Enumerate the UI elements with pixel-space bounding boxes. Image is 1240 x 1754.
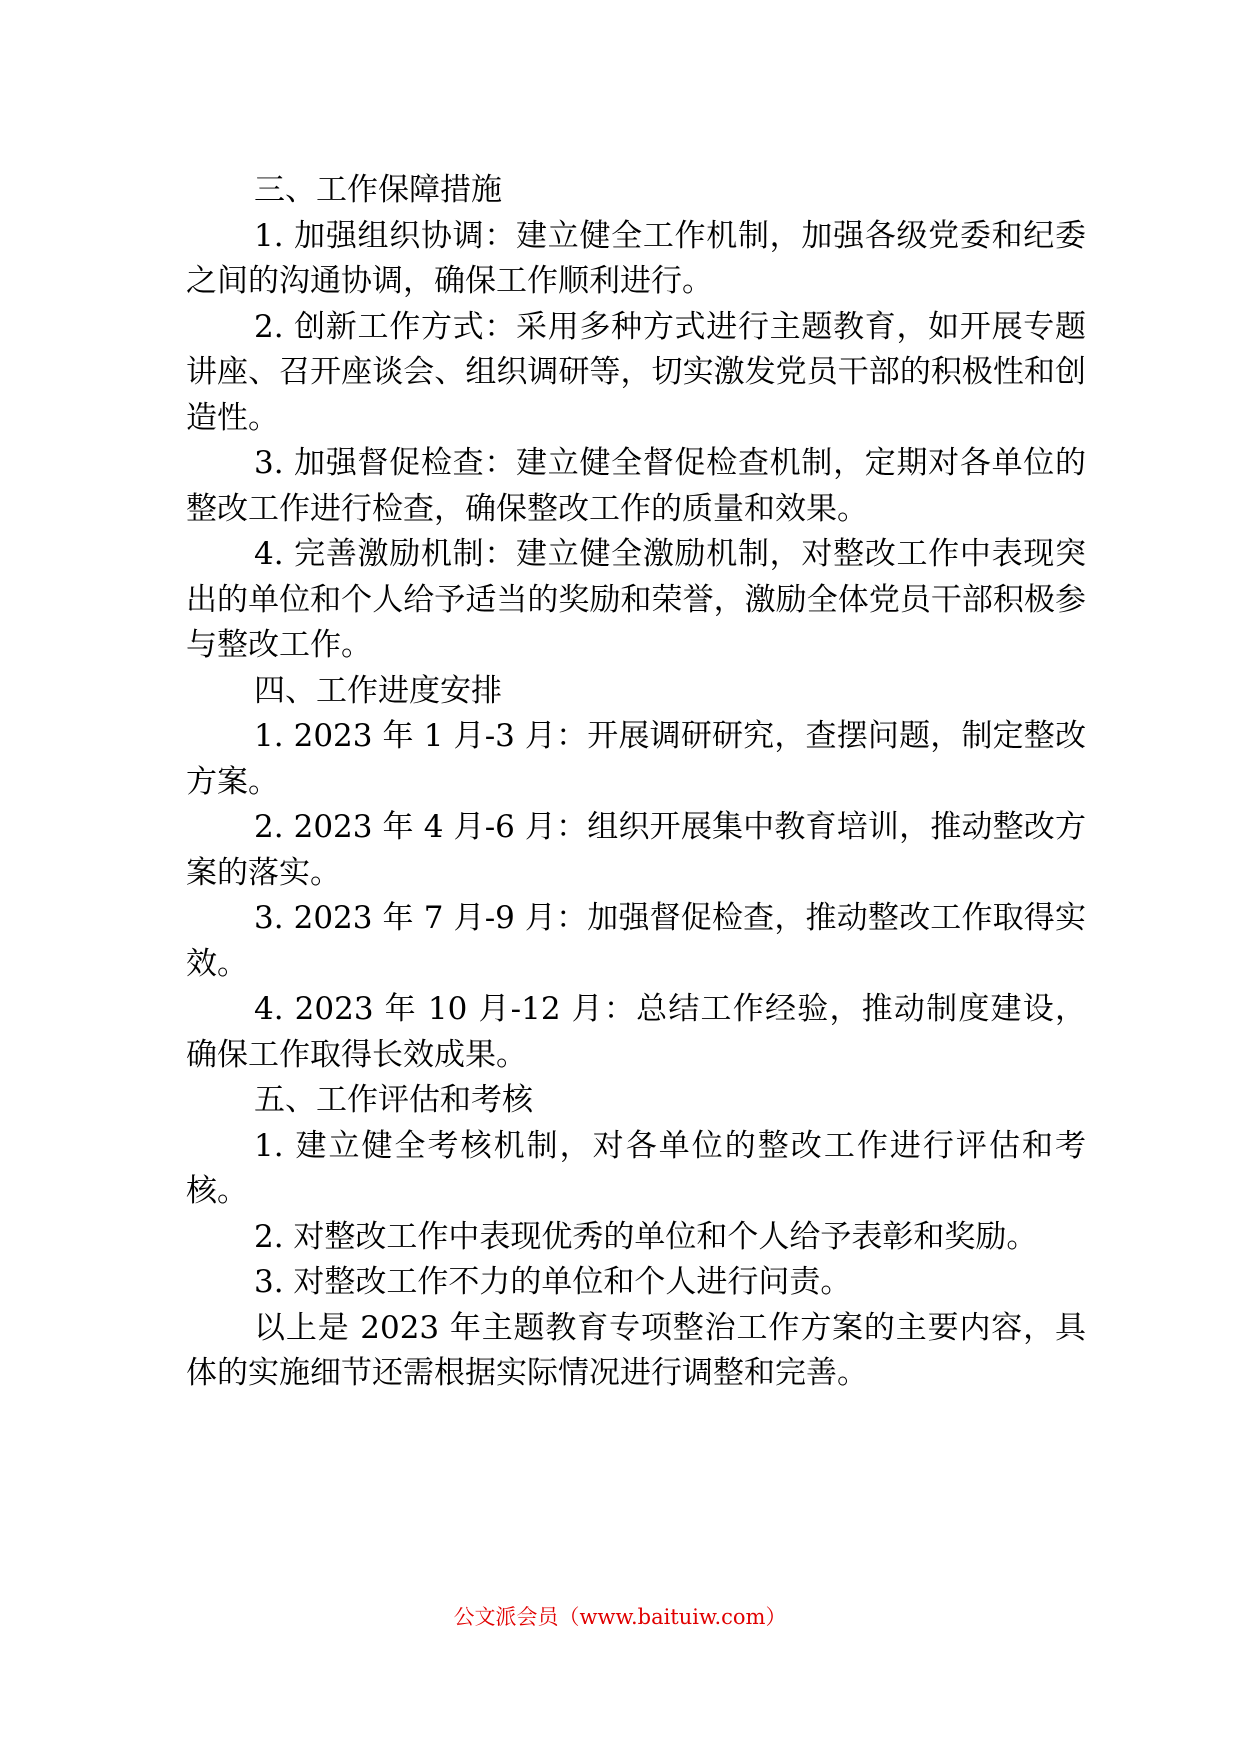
footer-text: 公文派会员（www.baituiw.com） <box>453 1605 787 1629</box>
section-heading-4: 四、工作进度安排 <box>254 672 502 709</box>
paragraph-5-2: 2. 对整改工作中表现优秀的单位和个人给予表彰和奖励。 <box>254 1218 1038 1255</box>
closing-paragraph: 以上是 2023 年主题教育专项整治工作方案的主要内容，具体的实施细节还需根据实际情况进行调整和完善。 <box>186 1309 1086 1391</box>
paragraph-3-2: 2. 创新工作方式：采用多种方式进行主题教育，如开展专题讲座、召开座谈会、组织调研等，切实激发党员干部的积极性和创造性。 <box>186 308 1086 436</box>
footer-watermark[interactable] <box>0 1602 1240 1632</box>
paragraph-5-3: 3. 对整改工作不力的单位和个人进行问责。 <box>254 1264 852 1300</box>
paragraph-3-3: 3. 加强督促检查：建立健全督促检查机制，定期对各单位的整改工作进行检查，确保整改工作的质量和效果。 <box>186 445 1086 527</box>
paragraph-4-4: 4. 2023 年 10 月-12 月：总结工作经验，推动制度建设，确保工作取得长效成果。 <box>186 991 1086 1073</box>
paragraph-3-1: 1. 加强组织协调：建立健全工作机制，加强各级党委和纪委之间的沟通协调，确保工作顺利进行。 <box>186 217 1086 299</box>
paragraph-4-2: 2. 2023 年 4 月-6 月：组织开展集中教育培训，推动整改方案的落实。 <box>186 809 1086 891</box>
paragraph-4-1: 1. 2023 年 1 月-3 月：开展调研研究，查摆问题，制定整改方案。 <box>186 718 1086 800</box>
section-heading-5: 五、工作评估和考核 <box>254 1082 533 1118</box>
paragraph-4-3: 3. 2023 年 7 月-9 月：加强督促检查，推动整改工作取得实效。 <box>186 900 1086 982</box>
paragraph-5-1: 1. 建立健全考核机制，对各单位的整改工作进行评估和考核。 <box>186 1127 1086 1209</box>
document-body <box>186 168 1086 1397</box>
section-heading-3: 三、工作保障措施 <box>254 172 502 208</box>
paragraph-3-4: 4. 完善激励机制：建立健全激励机制，对整改工作中表现突出的单位和个人给予适当的奖励和荣誉，激励全体党员干部积极参与整改工作。 <box>186 536 1086 663</box>
